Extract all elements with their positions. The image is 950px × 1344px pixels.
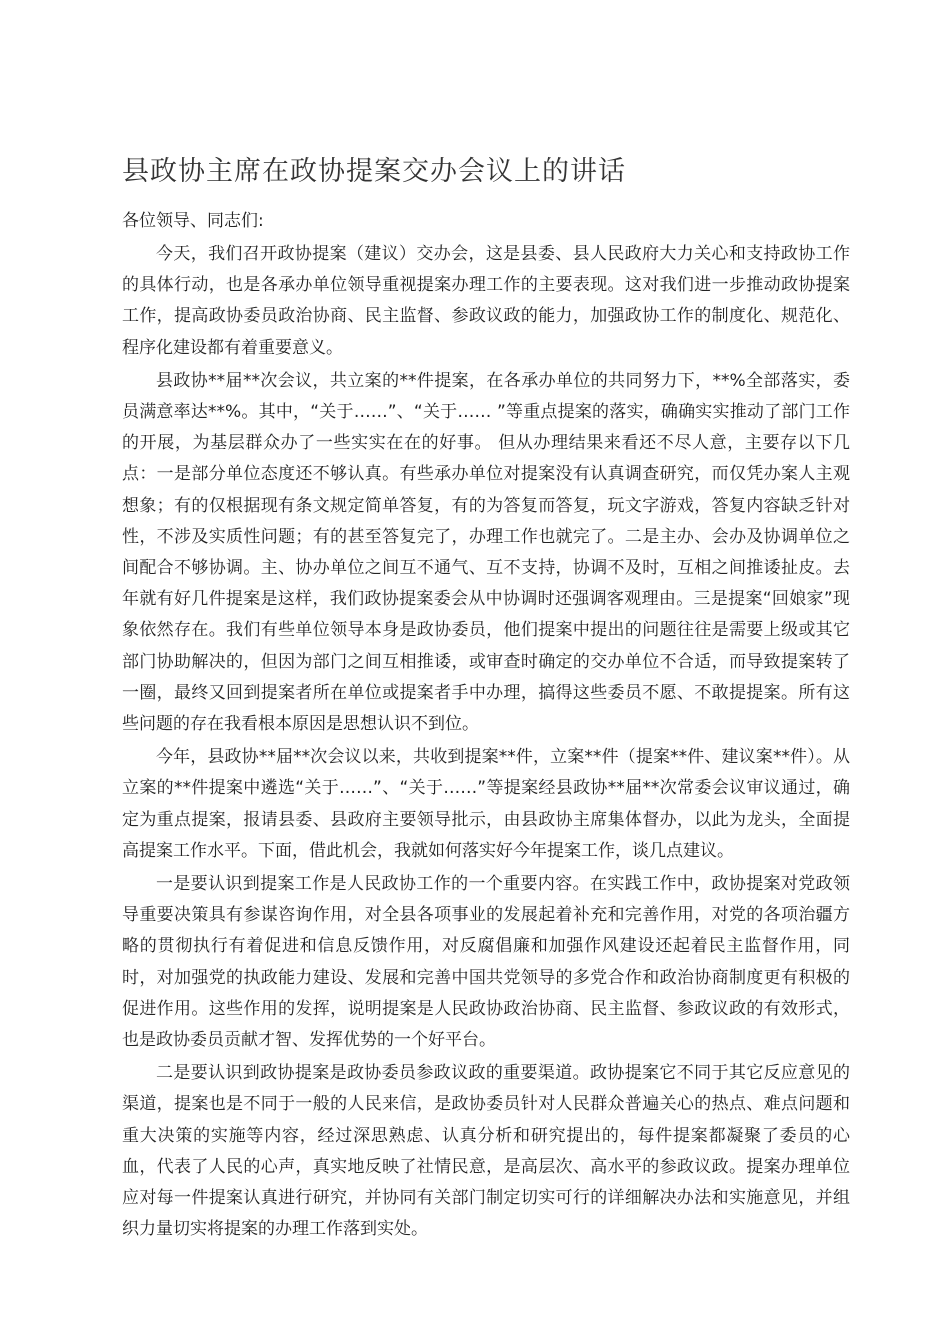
paragraph-point-two: 二是要认识到政协提案是政协委员参政议政的重要渠道。政协提案它不同于其它反应意见的渠道，提案也是不同于一般的人民来信，是政协委员针对人民群众普遍关心的热点、难点问题和重大决策的实施等内容，经过深思熟虑、认真分析和研究提出的，每件提案都凝聚了委员的心血，代表了人民的心声，真实地反映了社情民意，是高层次、高水平的参政议政。提案办理单位应对每一件提案认真进行研究，并协同有关部门制定切实可行的详细解决办法和实施意见，并组织力量切实将提案的办理工作落到实处。 [122,1063,850,1240]
greeting: 各位领导、同志们: [122,211,264,231]
paragraph-this-year: 今年，县政协**届**次会议以来，共收到提案**件，立案**件（提案**件、建议案**件）。从立案的**件提案中遴选“关于……”、“关于……”等提案经县政协**届**次常委会议审议通过，确定为重点提案，报请县委、县政府主要领导批示，由县政协主席集体督办，以此为龙头，全面提高提案工作水平。下面，借此机会，我就如何落实好今年提案工作，谈几点建议。 [122,747,850,861]
paragraph-opening: 今天，我们召开政协提案（建议）交办会，这是县委、县人民政府大力关心和支持政协工作的具体行动，也是各承办单位领导重视提案办理工作的主要表现。这对我们进一步推动政协提案工作，提高政协委员政治协商、民主监督、参政议政的能力，加强政协工作的制度化、规范化、程序化建设都有着重要意义。 [122,244,850,358]
document-page [122,152,850,1248]
paragraph-last-year-review: 县政协**届**次会议，共立案的**件提案，在各承办单位的共同努力下，**%全部落实，委员满意率达**%。其中，“关于……”、“关于…… ”等重点提案的落实，确确实实推动了部门工作的开展，为基层群众办了一些实实在在的好事。 但从办理结果来看还不尽人意，主要存以下几点：一是部分单位态度还不够认真。有些承办单位对提案没有认真调查研究，而仅凭办案人主观想象；有的仅根据现有条文规定简单答复，有的为答复而答复，玩文字游戏，答复内容缺乏针对性，不涉及实质性问题；有的甚至答复完了，办理工作也就完了。二是主办、会办及协调单位之间配合不够协调。主、协办单位之间互不通气、互不支持，协调不及时，互相之间推诿扯皮。去年就有好几件提案是这样，我们政协提案委会从中协调时还强调客观理由。三是提案“回娘家”现象依然存在。我们有些单位领导本身是政协委员，他们提案中提出的问题往往是需要上级或其它部门协助解决的，但因为部门之间互相推诿，或审查时确定的交办单位不合适，而导致提案转了一圈，最终又回到提案者所在单位或提案者手中办理，搞得这些委员不愿、不敢提提案。所有这些问题的存在我看根本原因是思想认识不到位。 [122,370,850,735]
document-title: 县政协主席在政协提案交办会议上的讲话 [122,156,626,187]
paragraph-point-one: 一是要认识到提案工作是人民政协工作的一个重要内容。在实践工作中，政协提案对党政领导重要决策具有参谋咨询作用，对全县各项事业的发展起着补充和完善作用，对党的各项治疆方略的贯彻执行有着促进和信息反馈作用，对反腐倡廉和加强作风建设还起着民主监督作用，同时，对加强党的执政能力建设、发展和完善中国共党领导的多党合作和政治协商制度更有积极的促进作用。这些作用的发挥，说明提案是人民政协政治协商、民主监督、参政议政的有效形式，也是政协委员贡献才智、发挥优势的一个好平台。 [122,874,850,1051]
